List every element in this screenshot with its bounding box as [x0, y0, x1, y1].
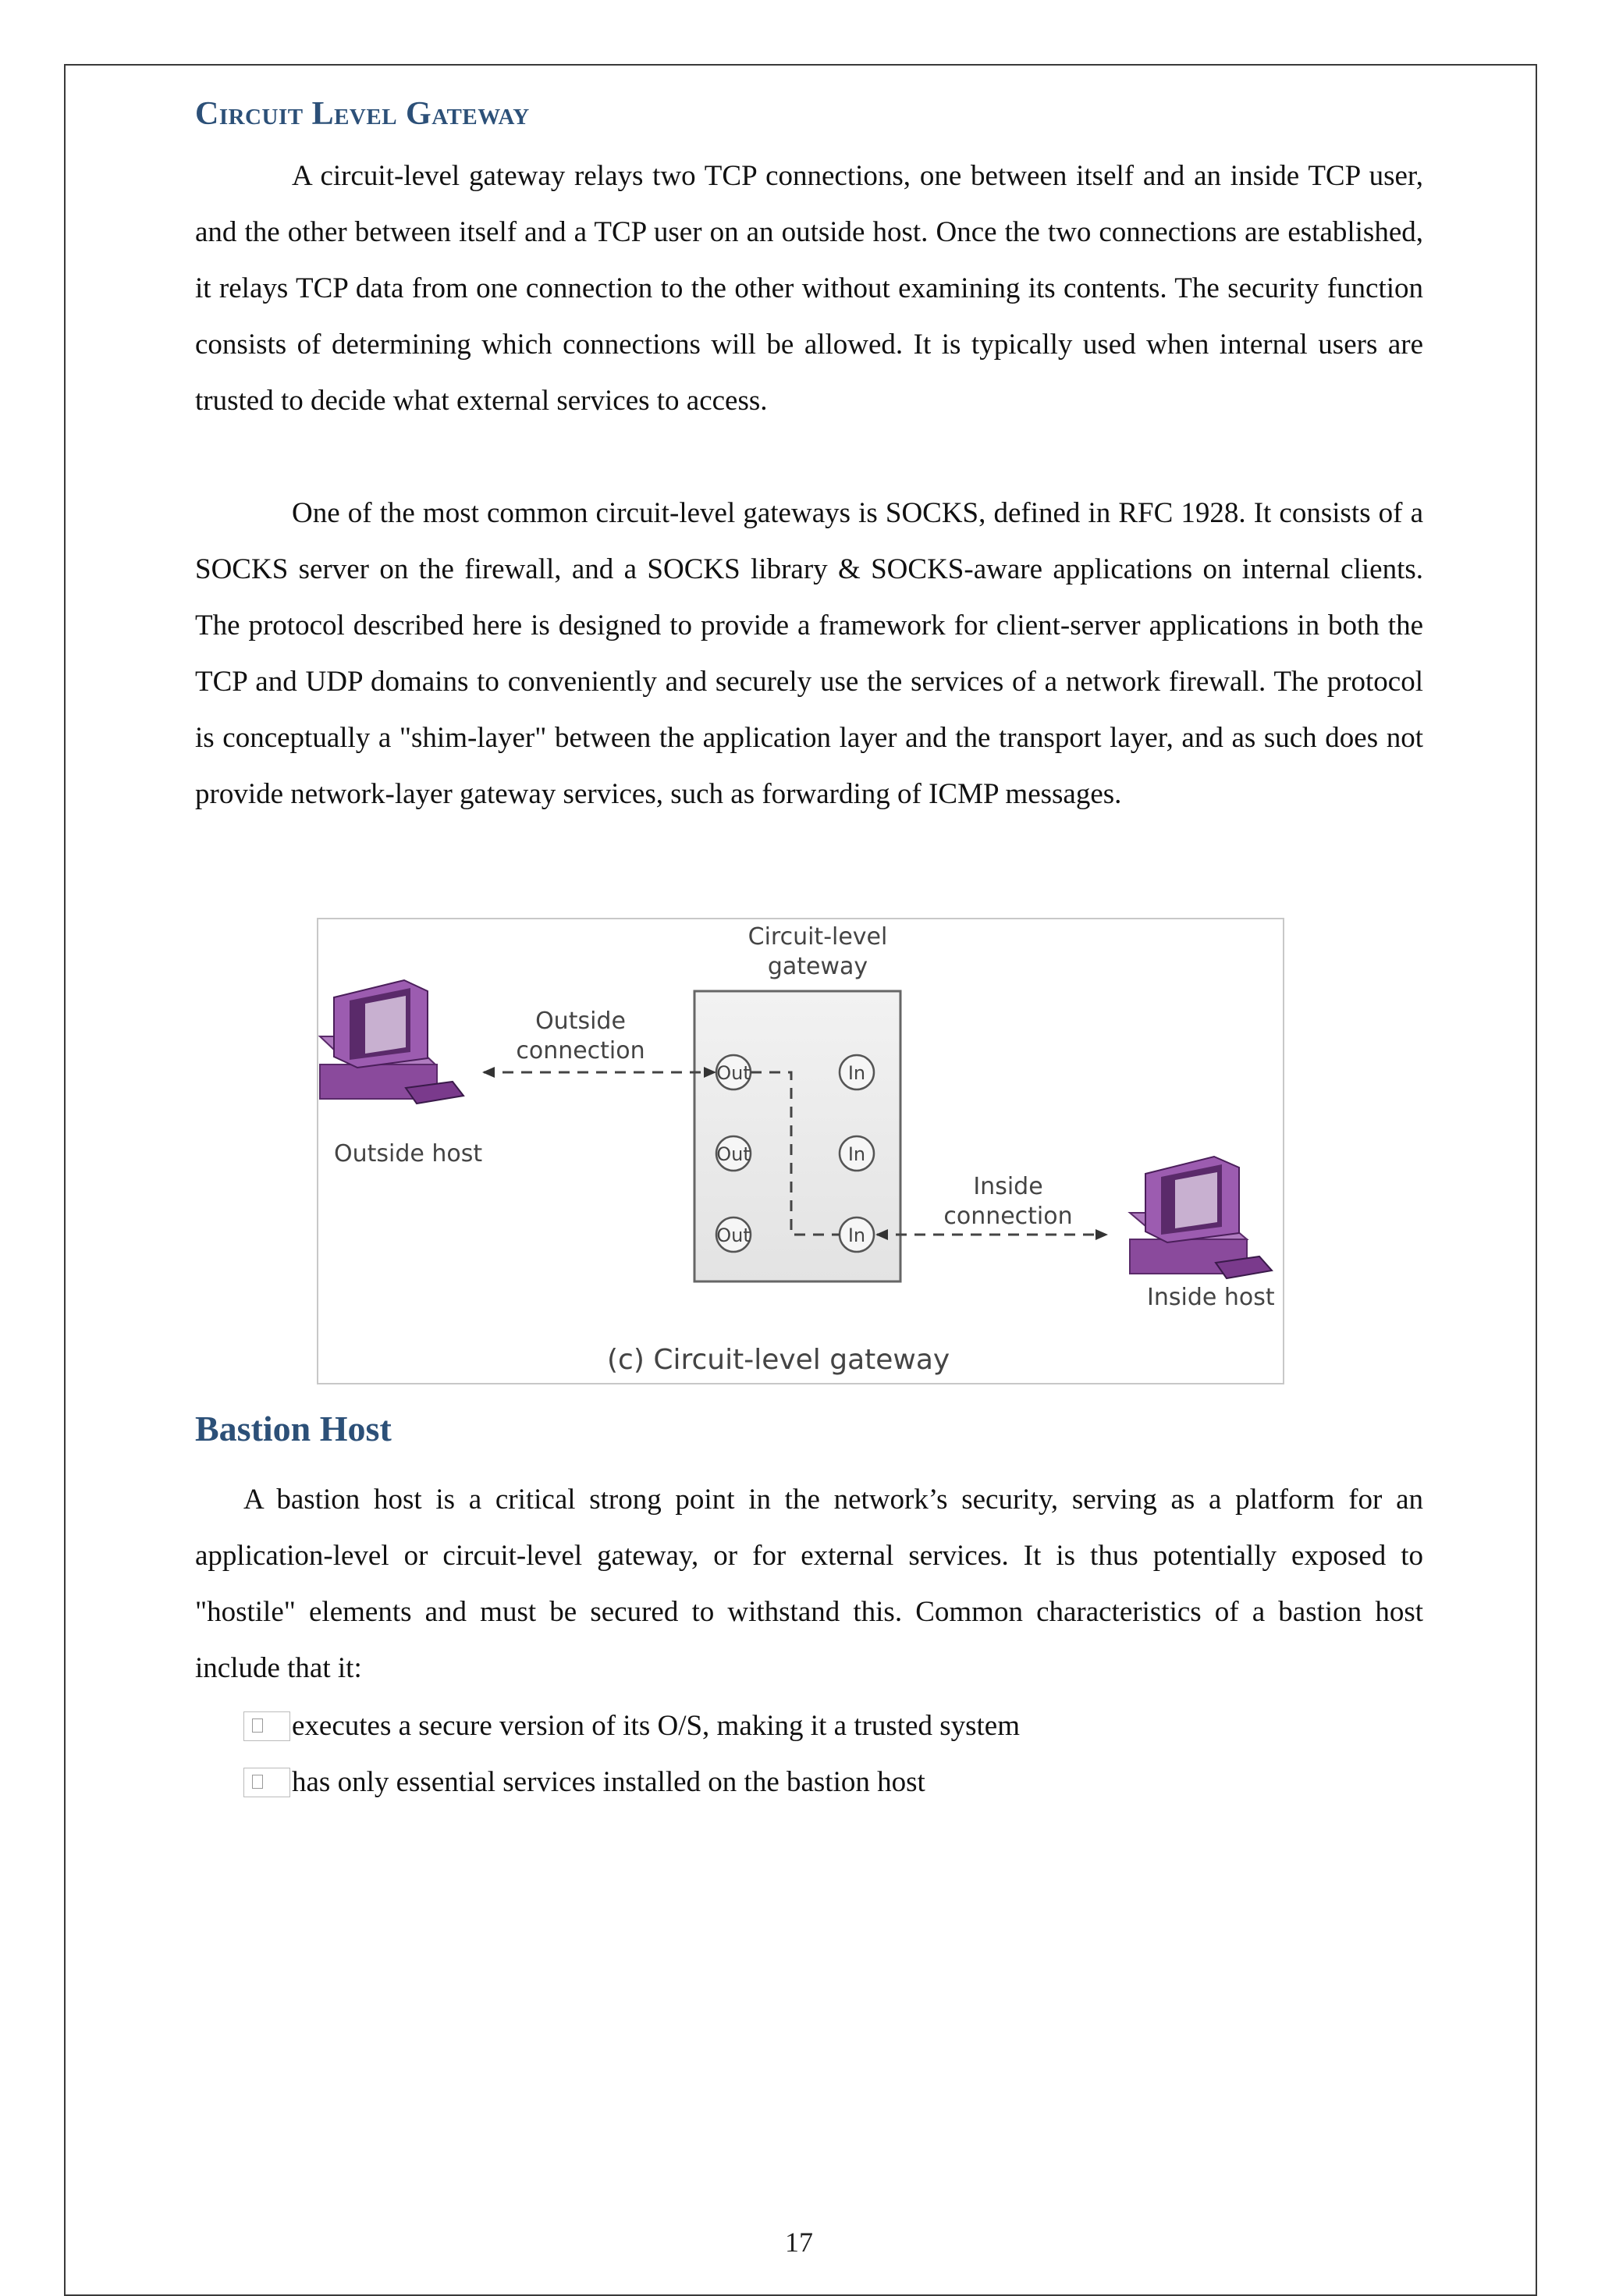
- paragraph-circuit-gateway-intro: A circuit-level gateway relays two TCP connections, one between itself and an inside TCP user, and the other between itself and a TCP user on an outside host. Once the two connections are established, it relays TCP data from one connection to the other without examining its contents. The security function consists of determining which connections will be allowed. It is typically used when internal users are trusted to decide what external services to access.: [195, 160, 1423, 417]
- inside-host-computer-icon: [1130, 1157, 1272, 1278]
- bullet-box-icon: [243, 1768, 290, 1797]
- port-in-1: [840, 1055, 874, 1089]
- circuit-level-gateway-figure: [317, 918, 1284, 1384]
- svg-text:In: In: [847, 1224, 866, 1246]
- bullet-box-icon: [243, 1711, 290, 1741]
- svg-text:Out: Out: [716, 1224, 751, 1246]
- list-item-text: has only essential services installed on the bastion host: [292, 1766, 925, 1798]
- inside-connection-label-line2: connection: [943, 1203, 1073, 1230]
- svg-text:In: In: [847, 1143, 866, 1165]
- gateway-label-line1: Circuit-level: [748, 923, 888, 951]
- list-item-text: executes a secure version of its O/S, making it a trusted system: [292, 1710, 1021, 1742]
- port-in-3: [840, 1217, 874, 1252]
- outside-connection-label-line1: Outside: [535, 1008, 626, 1035]
- svg-text:In: In: [847, 1062, 866, 1084]
- inside-host-label: Inside host: [1147, 1284, 1275, 1311]
- inside-arrow-right: [1096, 1229, 1108, 1240]
- figure-caption: (c) Circuit-level gateway: [607, 1344, 950, 1376]
- port-out-2: [716, 1136, 751, 1171]
- gateway-label-line2: gateway: [767, 953, 868, 980]
- outside-host-label: Outside host: [334, 1140, 483, 1168]
- section-heading-bastion-host: Bastion Host: [195, 1409, 392, 1448]
- section-heading-circuit-level-gateway: Circuit Level Gateway: [195, 96, 530, 132]
- inside-connection-label-line1: Inside: [973, 1173, 1043, 1200]
- port-out-3: [716, 1217, 751, 1252]
- bastion-characteristics-list: [243, 1698, 1020, 1811]
- port-out-1: [716, 1055, 751, 1089]
- svg-text:Out: Out: [716, 1062, 751, 1084]
- port-in-2: [840, 1136, 874, 1171]
- paragraph-socks: One of the most common circuit-level gateways is SOCKS, defined in RFC 1928. It consists of a SOCKS server on the firewall, and a SOCKS library & SOCKS-aware applications on internal clients. The protocol described here is designed to provide a framework for client-server applications in both the TCP and UDP domains to conveniently and securely use the services of a network firewall. The protocol is conceptually a "shim-layer" between the application layer and the transport layer, and as such does not provide network-layer gateway services, such as forwarding of ICMP messages.: [195, 497, 1423, 810]
- outside-arrow-left: [482, 1067, 495, 1078]
- svg-text:Out: Out: [716, 1143, 751, 1165]
- gateway-diagram: [318, 919, 1286, 1386]
- outside-connection-label-line2: connection: [516, 1037, 645, 1064]
- list-item: [243, 1754, 1020, 1811]
- list-item: [243, 1698, 1020, 1754]
- page-number: 17: [785, 2227, 813, 2258]
- paragraph-bastion-host: A bastion host is a critical strong point in the network’s security, serving as a platform for an application-level or circuit-level gateway, or for external services. It is thus potentially exposed to "hostile" elements and must be secured to withstand this. Common characteristics of a bastion host include that it:: [195, 1484, 1423, 1684]
- outside-host-computer-icon: [320, 980, 463, 1104]
